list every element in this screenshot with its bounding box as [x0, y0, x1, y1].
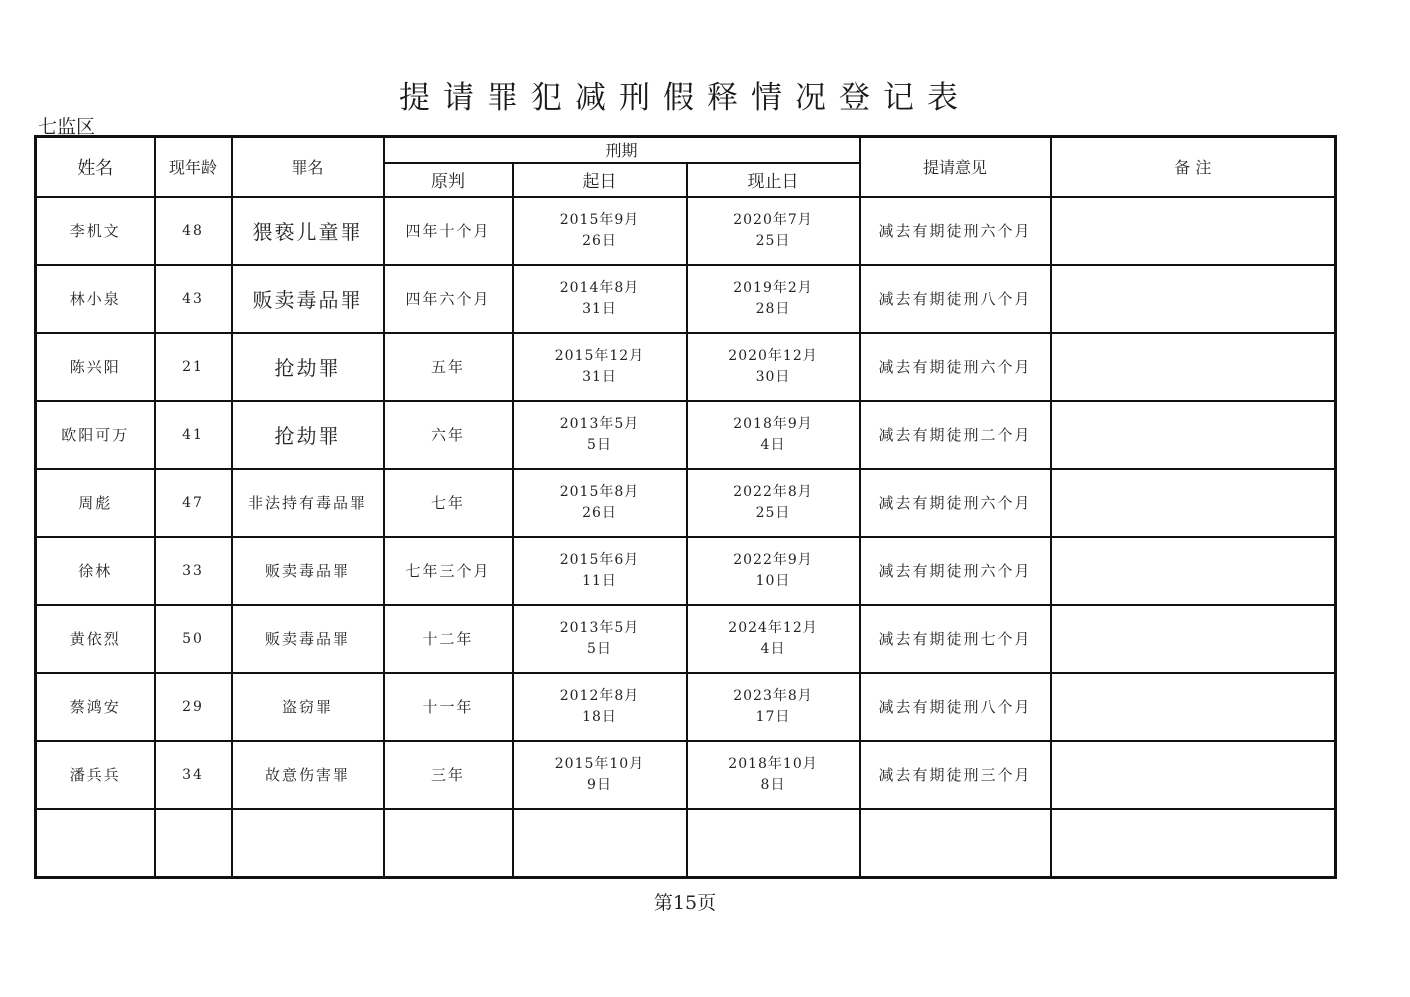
remark-cell [1051, 673, 1336, 741]
table-row [36, 605, 1336, 673]
end-date-cell [687, 469, 860, 537]
end-date-cell [687, 741, 860, 809]
empty-cell [687, 809, 860, 878]
start-date-line1: 2015年12月 [554, 347, 645, 364]
prison-area-label: 七监区 [38, 116, 96, 138]
age-cell: 29 [155, 673, 232, 741]
original-term-cell: 十二年 [384, 605, 513, 673]
empty-cell [513, 809, 687, 878]
empty-cell [384, 809, 513, 878]
header-row [36, 137, 1336, 163]
header-start: 起日 [513, 163, 687, 197]
start-date-cell [513, 673, 687, 741]
start-date-cell [513, 401, 687, 469]
original-term-cell: 三年 [384, 741, 513, 809]
end-date-cell [687, 333, 860, 401]
original-term-cell: 四年十个月 [384, 197, 513, 265]
end-date-line1: 2019年2月 [733, 279, 813, 296]
opinion-cell: 减去有期徒刑七个月 [860, 605, 1051, 673]
opinion-cell: 减去有期徒刑六个月 [860, 537, 1051, 605]
name-cell: 徐林 [36, 537, 155, 605]
start-date-line2: 5日 [587, 436, 612, 453]
end-date-line1: 2018年10月 [728, 755, 818, 772]
end-date-line2: 25日 [755, 504, 791, 521]
original-term-cell: 七年三个月 [384, 537, 513, 605]
age-cell: 21 [155, 333, 232, 401]
remark-cell [1051, 333, 1336, 401]
end-date-line1: 2020年7月 [733, 211, 813, 228]
end-date-line2: 4日 [760, 640, 786, 657]
age-cell: 50 [155, 605, 232, 673]
start-date-line1: 2015年9月 [559, 211, 640, 228]
start-date-cell [513, 333, 687, 401]
opinion-cell: 减去有期徒刑八个月 [860, 673, 1051, 741]
name-cell: 陈兴阳 [36, 333, 155, 401]
original-term-cell: 六年 [384, 401, 513, 469]
opinion-cell: 减去有期徒刑二个月 [860, 401, 1051, 469]
end-date-line1: 2018年9月 [733, 415, 813, 432]
start-date-line2: 5日 [587, 640, 612, 657]
end-date-cell [687, 537, 860, 605]
name-cell: 黄依烈 [36, 605, 155, 673]
crime-cell: 贩卖毒品罪 [232, 265, 384, 333]
start-date-cell [513, 265, 687, 333]
start-date-line1: 2014年8月 [559, 279, 640, 296]
crime-cell: 猥亵儿童罪 [232, 197, 384, 265]
start-date-cell [513, 605, 687, 673]
start-date-line2: 18日 [582, 708, 617, 725]
start-date-line1: 2015年6月 [559, 551, 640, 568]
remark-cell [1051, 197, 1336, 265]
table-row [36, 537, 1336, 605]
opinion-cell: 减去有期徒刑八个月 [860, 265, 1051, 333]
registration-table [34, 135, 1337, 879]
end-date-line2: 30日 [755, 368, 791, 385]
remark-cell [1051, 537, 1336, 605]
header-name: 姓名 [36, 137, 155, 197]
remark-cell [1051, 469, 1336, 537]
end-date-cell [687, 265, 860, 333]
end-date-cell [687, 401, 860, 469]
start-date-line2: 26日 [582, 504, 617, 521]
table-row [36, 741, 1336, 809]
end-date-line2: 10日 [755, 572, 791, 589]
age-cell: 47 [155, 469, 232, 537]
header-remark: 备 注 [1051, 137, 1336, 197]
end-date-line2: 28日 [755, 300, 791, 317]
name-cell: 周彪 [36, 469, 155, 537]
end-date-line1: 2022年8月 [733, 483, 813, 500]
end-date-line1: 2022年9月 [733, 551, 813, 568]
start-date-line1: 2013年5月 [559, 619, 640, 636]
header-opinion: 提请意见 [860, 137, 1051, 197]
end-date-line2: 25日 [755, 232, 791, 249]
end-date-cell [687, 673, 860, 741]
end-date-cell [687, 197, 860, 265]
empty-cell [232, 809, 384, 878]
end-date-line1: 2023年8月 [733, 687, 813, 704]
empty-cell [1051, 809, 1336, 878]
name-cell: 欧阳可万 [36, 401, 155, 469]
opinion-cell: 减去有期徒刑六个月 [860, 469, 1051, 537]
start-date-cell [513, 537, 687, 605]
start-date-cell [513, 197, 687, 265]
header-age: 现年龄 [155, 137, 232, 197]
page-number: 第15页 [653, 892, 717, 914]
crime-cell: 抢劫罪 [232, 333, 384, 401]
start-date-line2: 31日 [582, 368, 617, 385]
name-cell: 李机文 [36, 197, 155, 265]
start-date-line1: 2015年10月 [554, 755, 645, 772]
crime-cell: 非法持有毒品罪 [232, 469, 384, 537]
remark-cell [1051, 741, 1336, 809]
remark-cell [1051, 265, 1336, 333]
start-date-cell [513, 741, 687, 809]
crime-cell: 盗窃罪 [232, 673, 384, 741]
age-cell: 34 [155, 741, 232, 809]
header-original: 原判 [384, 163, 513, 197]
original-term-cell: 五年 [384, 333, 513, 401]
empty-cell [155, 809, 232, 878]
start-date-line1: 2013年5月 [559, 415, 640, 432]
end-date-line2: 17日 [755, 708, 791, 725]
end-date-line2: 8日 [760, 776, 786, 793]
opinion-cell: 减去有期徒刑三个月 [860, 741, 1051, 809]
remark-cell [1051, 401, 1336, 469]
start-date-line2: 31日 [582, 300, 617, 317]
header-term: 刑期 [384, 137, 860, 163]
name-cell: 蔡鸿安 [36, 673, 155, 741]
age-cell: 43 [155, 265, 232, 333]
crime-cell: 故意伤害罪 [232, 741, 384, 809]
table-row [36, 401, 1336, 469]
start-date-line1: 2015年8月 [559, 483, 640, 500]
table-row [36, 469, 1336, 537]
opinion-cell: 减去有期徒刑六个月 [860, 333, 1051, 401]
empty-cell [860, 809, 1051, 878]
table-row [36, 265, 1336, 333]
table-row [36, 197, 1336, 265]
end-date-cell [687, 605, 860, 673]
remark-cell [1051, 605, 1336, 673]
start-date-cell [513, 469, 687, 537]
end-date-line1: 2024年12月 [728, 619, 818, 636]
empty-table-row [36, 809, 1336, 878]
empty-cell [36, 809, 155, 878]
original-term-cell: 四年六个月 [384, 265, 513, 333]
name-cell: 林小泉 [36, 265, 155, 333]
start-date-line2: 9日 [587, 776, 612, 793]
opinion-cell: 减去有期徒刑六个月 [860, 197, 1051, 265]
end-date-line1: 2020年12月 [728, 347, 818, 364]
table-row [36, 333, 1336, 401]
table-row [36, 673, 1336, 741]
original-term-cell: 七年 [384, 469, 513, 537]
original-term-cell: 十一年 [384, 673, 513, 741]
end-date-line2: 4日 [760, 436, 786, 453]
header-crime: 罪名 [232, 137, 384, 197]
crime-cell: 贩卖毒品罪 [232, 537, 384, 605]
name-cell: 潘兵兵 [36, 741, 155, 809]
header-end: 现止日 [687, 163, 860, 197]
crime-cell: 抢劫罪 [232, 401, 384, 469]
age-cell: 48 [155, 197, 232, 265]
start-date-line2: 11日 [582, 572, 617, 589]
age-cell: 33 [155, 537, 232, 605]
start-date-line1: 2012年8月 [559, 687, 640, 704]
page-title: 提请罪犯减刑假释情况登记表 [399, 80, 971, 116]
start-date-line2: 26日 [582, 232, 617, 249]
crime-cell: 贩卖毒品罪 [232, 605, 384, 673]
age-cell: 41 [155, 401, 232, 469]
